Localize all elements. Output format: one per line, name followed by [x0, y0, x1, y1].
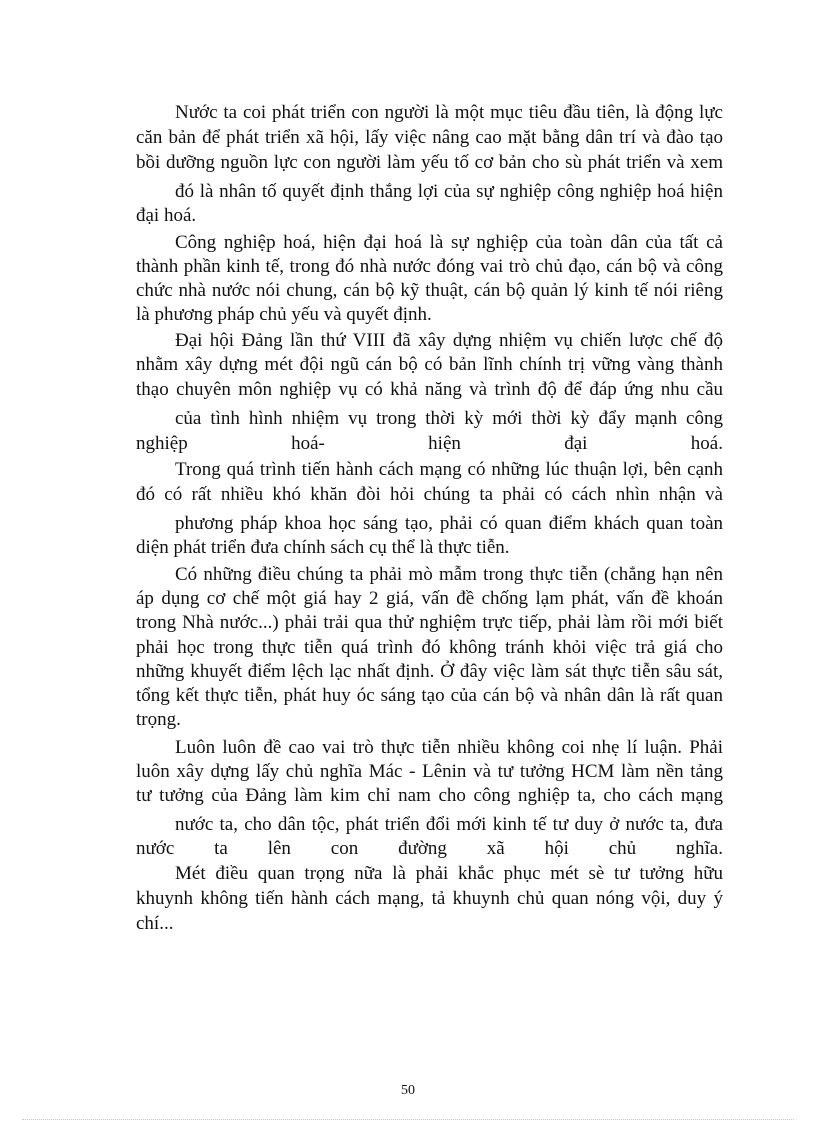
paragraph-line: tổng kết thực tiễn, phát huy óc sáng tạo của cán bộ và nhân dân là rất quan [136, 685, 723, 706]
paragraph-line: Có những điều chúng ta phải mò mẫm trong thực tiễn (chẳng hạn nên [175, 564, 723, 585]
paragraph-line: chức nhà nước nói chung, cán bộ kỹ thuật, cán bộ quản lý kinh tế nói riêng [136, 280, 723, 301]
paragraph-line: Luôn luôn đề cao vai trò thực tiễn nhiều không coi nhẹ lí luận. Phải [175, 737, 723, 758]
paragraph-line: Nước ta coi phát triển con người là một mục tiêu đầu tiên, là động lực [175, 102, 723, 123]
paragraph-line: trong Nhà nước...) phải trải qua thử nghiệm trực tiếp, phải làm rồi mới biết [136, 612, 723, 633]
paragraph-line: Mét điều quan trọng nữa là phải khắc phục mét sè tư tưởng hữu [175, 863, 723, 884]
paragraph-line: Công nghiệp hoá, hiện đại hoá là sự nghiệp của toàn dân của tất cả [175, 232, 723, 253]
paragraph-line: nghiệp hoá- hiện đại hoá. [136, 433, 723, 454]
paragraph-line: nước ta, cho dân tộc, phát triển đổi mới kinh tế tư duy ở nước ta, đưa [175, 814, 723, 835]
paragraph-line: luôn xây dựng lấy chủ nghĩa Mác - Lênin và tư tưởng HCM làm nền tảng [136, 761, 723, 782]
paragraph-line: Trong quá trình tiến hành cách mạng có những lúc thuận lợi, bên cạnh [175, 459, 723, 480]
paragraph-line: phương pháp khoa học sáng tạo, phải có quan điểm khách quan toàn [175, 513, 723, 534]
paragraph-line: tư tưởng của Đảng làm kim chỉ nam cho công nghiệp ta, cho cách mạng [136, 785, 723, 806]
paragraph-line: những khuyết điểm lệch lạc nhất định. Ở đây việc làm sát thực tiễn sâu sát, [136, 661, 723, 682]
paragraph-line: bồi dưỡng nguồn lực con người làm yếu tố cơ bản cho sù phát triển và xem [136, 152, 723, 173]
paragraph-line: đó có rất nhiều khó khăn đòi hỏi chúng ta phải có cách nhìn nhận và [136, 484, 723, 505]
paragraph-line: phải học trong thực tiễn quá trình đó không tránh khỏi việc trả giá cho [136, 637, 723, 658]
paragraph-line: nhằm xây dựng mét đội ngũ cán bộ có bản lĩnh chính trị vững vàng thành [136, 354, 723, 375]
paragraph-line: nước ta lên con đường xã hội chủ nghĩa. [136, 838, 723, 859]
paragraph-line: đại hoá. [136, 205, 197, 226]
paragraph-line: đó là nhân tố quyết định thắng lợi của sự nghiệp công nghiệp hoá hiện [175, 181, 723, 202]
paragraph-line: trọng. [136, 709, 181, 730]
paragraph-line: Đại hội Đảng lần thứ VIII đã xây dựng nhiệm vụ chiến lược chế độ [175, 330, 723, 351]
paragraph-line: thạo chuyên môn nghiệp vụ có khả năng và trình độ để đáp ứng nhu cầu [136, 379, 723, 400]
page-bottom-divider [22, 1119, 794, 1120]
page-number: 50 [401, 1083, 415, 1098]
paragraph-line: của tình hình nhiệm vụ trong thời kỳ mới thời kỳ đẩy mạnh công [175, 408, 723, 429]
paragraph-line: thành phần kinh tế, trong đó nhà nước đóng vai trò chủ đạo, cán bộ và công [136, 256, 723, 277]
paragraph-line: là phương pháp chủ yếu và quyết định. [136, 304, 432, 325]
paragraph-line: khuynh không tiến hành cách mạng, tả khuynh chủ quan nóng vội, duy ý [136, 888, 723, 909]
paragraph-line: áp dụng cơ chế một giá hay 2 giá, vấn đề chống lạm phát, vấn đề khoán [136, 588, 723, 609]
paragraph-line: chí... [136, 913, 174, 934]
paragraph-line: diện phát triển đưa chính sách cụ thể là thực tiễn. [136, 537, 510, 558]
paragraph-line: căn bản để phát triển xã hội, lấy việc nâng cao mặt bằng dân trí và đào tạo [136, 127, 723, 148]
